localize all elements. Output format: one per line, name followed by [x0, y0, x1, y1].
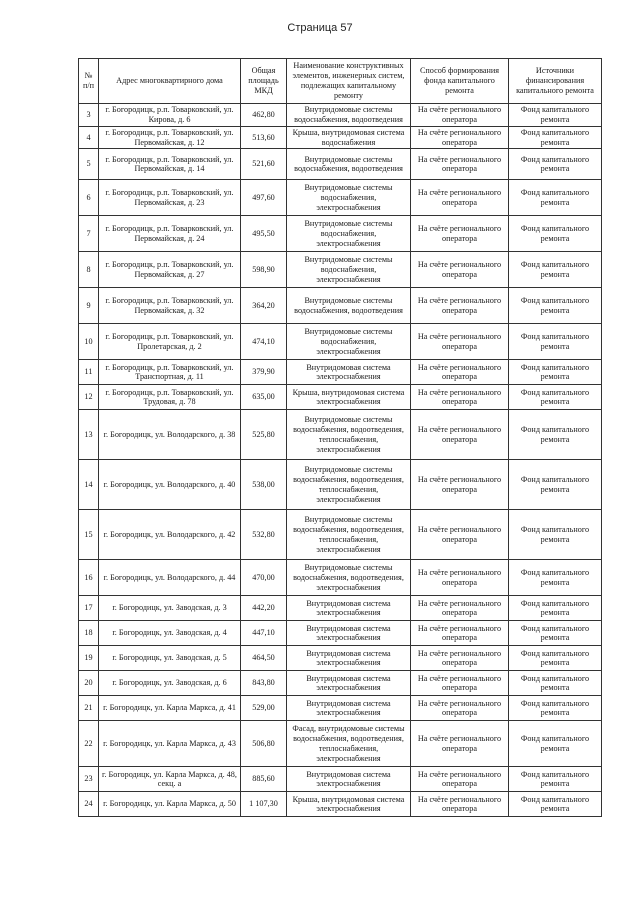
header-funding-method: Способ формирования фонда капитального ремонта — [411, 59, 509, 104]
works-cell: Внутридомовые системы водоснабжения, электроснабжения — [287, 216, 411, 252]
row-number: 15 — [79, 510, 99, 560]
funding-source-cell: Фонд капитального ремонта — [509, 149, 602, 180]
table-row — [79, 767, 602, 792]
funding-method-cell: На счёте регионального оператора — [411, 696, 509, 721]
works-cell: Внутридомовая система электроснабжения — [287, 646, 411, 671]
funding-method-cell: На счёте регионального оператора — [411, 288, 509, 324]
row-number: 14 — [79, 460, 99, 510]
funding-source-cell: Фонд капитального ремонта — [509, 180, 602, 216]
works-cell: Внутридомовая система электроснабжения — [287, 671, 411, 696]
area-cell: 462,80 — [241, 104, 287, 127]
repair-program-table — [78, 58, 602, 817]
area-cell: 447,10 — [241, 621, 287, 646]
funding-source-cell: Фонд капитального ремонта — [509, 288, 602, 324]
table-row — [79, 216, 602, 252]
row-number: 11 — [79, 360, 99, 385]
funding-source-cell: Фонд капитального ремонта — [509, 252, 602, 288]
works-cell: Внутридомовые системы водоснабжения, электроснабжения — [287, 180, 411, 216]
address-cell: г. Богородицк, ул. Заводская, д. 4 — [99, 621, 241, 646]
funding-source-cell: Фонд капитального ремонта — [509, 385, 602, 410]
area-cell: 364,20 — [241, 288, 287, 324]
row-number: 22 — [79, 721, 99, 767]
funding-method-cell: На счёте регионального оператора — [411, 126, 509, 149]
works-cell: Внутридомовая система электроснабжения — [287, 596, 411, 621]
header-address: Адрес многоквартирного дома — [99, 59, 241, 104]
address-cell: г. Богородицк, ул. Карла Маркса, д. 50 — [99, 792, 241, 817]
address-cell: г. Богородицк, ул. Карла Маркса, д. 43 — [99, 721, 241, 767]
funding-source-cell: Фонд капитального ремонта — [509, 104, 602, 127]
row-number: 16 — [79, 560, 99, 596]
address-cell: г. Богородицк, ул. Володарского, д. 42 — [99, 510, 241, 560]
works-cell: Фасад, внутридомовые системы водоснабжения, водоотведения, теплоснабжения, электроснабжения — [287, 721, 411, 767]
funding-method-cell: На счёте регионального оператора — [411, 510, 509, 560]
row-number: 9 — [79, 288, 99, 324]
area-cell: 885,60 — [241, 767, 287, 792]
area-cell: 521,60 — [241, 149, 287, 180]
funding-source-cell: Фонд капитального ремонта — [509, 721, 602, 767]
row-number: 7 — [79, 216, 99, 252]
area-cell: 635,00 — [241, 385, 287, 410]
works-cell: Внутридомовые системы водоснабжения, электроснабжения — [287, 324, 411, 360]
funding-source-cell: Фонд капитального ремонта — [509, 216, 602, 252]
address-cell: г. Богородицк, ул. Карла Маркса, д. 48, секц. а — [99, 767, 241, 792]
address-cell: г. Богородицк, ул. Заводская, д. 6 — [99, 671, 241, 696]
funding-source-cell: Фонд капитального ремонта — [509, 792, 602, 817]
funding-method-cell: На счёте регионального оператора — [411, 792, 509, 817]
funding-method-cell: На счёте регионального оператора — [411, 385, 509, 410]
works-cell: Внутридомовые системы водоснабжения, водоотведения — [287, 104, 411, 127]
table-row — [79, 696, 602, 721]
area-cell: 470,00 — [241, 560, 287, 596]
area-cell: 379,90 — [241, 360, 287, 385]
row-number: 4 — [79, 126, 99, 149]
funding-method-cell: На счёте регионального оператора — [411, 149, 509, 180]
funding-method-cell: На счёте регионального оператора — [411, 646, 509, 671]
row-number: 17 — [79, 596, 99, 621]
table-row — [79, 721, 602, 767]
funding-method-cell: На счёте регионального оператора — [411, 460, 509, 510]
row-number: 8 — [79, 252, 99, 288]
table-row — [79, 410, 602, 460]
area-cell: 529,00 — [241, 696, 287, 721]
area-cell: 513,60 — [241, 126, 287, 149]
table-row — [79, 560, 602, 596]
header-number: № п/п — [79, 59, 99, 104]
area-cell: 442,20 — [241, 596, 287, 621]
funding-source-cell: Фонд капитального ремонта — [509, 646, 602, 671]
area-cell: 532,80 — [241, 510, 287, 560]
table-row — [79, 149, 602, 180]
page-title: Страница 57 — [287, 22, 353, 34]
address-cell: г. Богородицк, р.п. Товарковский, ул. Первомайская, д. 14 — [99, 149, 241, 180]
area-cell: 843,80 — [241, 671, 287, 696]
funding-method-cell: На счёте регионального оператора — [411, 596, 509, 621]
area-cell: 495,50 — [241, 216, 287, 252]
table-row — [79, 792, 602, 817]
table-row — [79, 621, 602, 646]
works-cell: Внутридомовая система электроснабжения — [287, 767, 411, 792]
table-row — [79, 671, 602, 696]
works-cell: Внутридомовые системы водоснабжения, водоотведения — [287, 149, 411, 180]
table-row — [79, 126, 602, 149]
area-cell: 525,80 — [241, 410, 287, 460]
address-cell: г. Богородицк, ул. Заводская, д. 5 — [99, 646, 241, 671]
table-row — [79, 324, 602, 360]
funding-method-cell: На счёте регионального оператора — [411, 104, 509, 127]
funding-source-cell: Фонд капитального ремонта — [509, 126, 602, 149]
row-number: 10 — [79, 324, 99, 360]
works-cell: Внутридомовая система электроснабжения — [287, 696, 411, 721]
funding-method-cell: На счёте регионального оператора — [411, 767, 509, 792]
area-cell: 474,10 — [241, 324, 287, 360]
table-row — [79, 385, 602, 410]
funding-method-cell: На счёте регионального оператора — [411, 252, 509, 288]
works-cell: Внутридомовые системы водоснабжения, водоотведения, теплоснабжения, электроснабжения — [287, 510, 411, 560]
table-row — [79, 104, 602, 127]
address-cell: г. Богородицк, р.п. Товарковский, ул. Трудовая, д. 78 — [99, 385, 241, 410]
address-cell: г. Богородицк, ул. Заводская, д. 3 — [99, 596, 241, 621]
works-cell: Внутридомовые системы водоснабжения, водоотведения — [287, 288, 411, 324]
funding-source-cell: Фонд капитального ремонта — [509, 596, 602, 621]
row-number: 3 — [79, 104, 99, 127]
table-header-row — [79, 59, 602, 104]
funding-method-cell: На счёте регионального оператора — [411, 560, 509, 596]
header-funding-source: Источники финансирования капитального ремонта — [509, 59, 602, 104]
table-row — [79, 460, 602, 510]
funding-method-cell: На счёте регионального оператора — [411, 360, 509, 385]
funding-source-cell: Фонд капитального ремонта — [509, 360, 602, 385]
table-row — [79, 360, 602, 385]
works-cell: Внутридомовая система электроснабжения — [287, 360, 411, 385]
works-cell: Внутридомовые системы водоснабжения, электроснабжения — [287, 252, 411, 288]
funding-method-cell: На счёте регионального оператора — [411, 410, 509, 460]
funding-method-cell: На счёте регионального оператора — [411, 216, 509, 252]
area-cell: 1 107,30 — [241, 792, 287, 817]
funding-source-cell: Фонд капитального ремонта — [509, 324, 602, 360]
funding-source-cell: Фонд капитального ремонта — [509, 560, 602, 596]
table-row — [79, 180, 602, 216]
address-cell: г. Богородицк, р.п. Товарковский, ул. Первомайская, д. 23 — [99, 180, 241, 216]
area-cell: 506,80 — [241, 721, 287, 767]
area-cell: 538,00 — [241, 460, 287, 510]
works-cell: Внутридомовая система электроснабжения — [287, 621, 411, 646]
funding-source-cell: Фонд капитального ремонта — [509, 696, 602, 721]
header-works: Наименование конструктивных элементов, инженерных систем, подлежащих капитальному ремонту — [287, 59, 411, 104]
funding-method-cell: На счёте регионального оператора — [411, 180, 509, 216]
table-row — [79, 288, 602, 324]
works-cell: Крыша, внутридомовая система водоснабжения — [287, 126, 411, 149]
address-cell: г. Богородицк, р.п. Товарковский, ул. Пролетарская, д. 2 — [99, 324, 241, 360]
header-area: Общая площадь МКД — [241, 59, 287, 104]
funding-source-cell: Фонд капитального ремонта — [509, 410, 602, 460]
funding-method-cell: На счёте регионального оператора — [411, 324, 509, 360]
address-cell: г. Богородицк, ул. Карла Маркса, д. 41 — [99, 696, 241, 721]
area-cell: 497,60 — [241, 180, 287, 216]
funding-method-cell: На счёте регионального оператора — [411, 621, 509, 646]
address-cell: г. Богородицк, ул. Володарского, д. 38 — [99, 410, 241, 460]
area-cell: 464,50 — [241, 646, 287, 671]
row-number: 12 — [79, 385, 99, 410]
address-cell: г. Богородицк, р.п. Товарковский, ул. Первомайская, д. 12 — [99, 126, 241, 149]
works-cell: Внутридомовые системы водоснабжения, водоотведения, электроснабжения — [287, 560, 411, 596]
row-number: 21 — [79, 696, 99, 721]
works-cell: Крыша, внутридомовая система электроснабжения — [287, 385, 411, 410]
funding-method-cell: На счёте регионального оператора — [411, 671, 509, 696]
funding-method-cell: На счёте регионального оператора — [411, 721, 509, 767]
address-cell: г. Богородицк, р.п. Товарковский, ул. Первомайская, д. 24 — [99, 216, 241, 252]
row-number: 20 — [79, 671, 99, 696]
funding-source-cell: Фонд капитального ремонта — [509, 510, 602, 560]
table-row — [79, 646, 602, 671]
funding-source-cell: Фонд капитального ремонта — [509, 621, 602, 646]
works-cell: Внутридомовые системы водоснабжения, водоотведения, теплоснабжения, электроснабжения — [287, 460, 411, 510]
address-cell: г. Богородицк, ул. Володарского, д. 44 — [99, 560, 241, 596]
row-number: 24 — [79, 792, 99, 817]
address-cell: г. Богородицк, р.п. Товарковский, ул. Кирова, д. 6 — [99, 104, 241, 127]
works-cell: Крыша, внутридомовая система электроснабжения — [287, 792, 411, 817]
table-row — [79, 510, 602, 560]
row-number: 18 — [79, 621, 99, 646]
address-cell: г. Богородицк, р.п. Товарковский, ул. Первомайская, д. 32 — [99, 288, 241, 324]
row-number: 6 — [79, 180, 99, 216]
row-number: 23 — [79, 767, 99, 792]
table-row — [79, 252, 602, 288]
row-number: 13 — [79, 410, 99, 460]
address-cell: г. Богородицк, р.п. Товарковский, ул. Транспортная, д. 11 — [99, 360, 241, 385]
works-cell: Внутридомовые системы водоснабжения, водоотведения, теплоснабжения, электроснабжения — [287, 410, 411, 460]
row-number: 5 — [79, 149, 99, 180]
table-row — [79, 596, 602, 621]
row-number: 19 — [79, 646, 99, 671]
area-cell: 598,90 — [241, 252, 287, 288]
funding-source-cell: Фонд капитального ремонта — [509, 671, 602, 696]
address-cell: г. Богородицк, ул. Володарского, д. 40 — [99, 460, 241, 510]
funding-source-cell: Фонд капитального ремонта — [509, 460, 602, 510]
funding-source-cell: Фонд капитального ремонта — [509, 767, 602, 792]
address-cell: г. Богородицк, р.п. Товарковский, ул. Первомайская, д. 27 — [99, 252, 241, 288]
